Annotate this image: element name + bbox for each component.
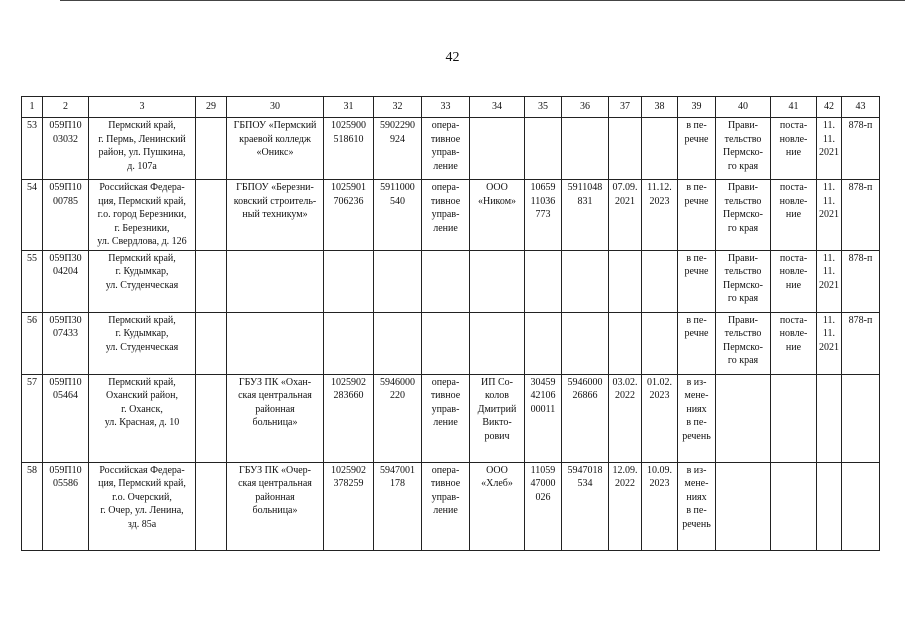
table-body: [22, 118, 880, 551]
table-cell: в пе- речне: [678, 250, 716, 312]
table-row: [22, 462, 880, 550]
table-row: [22, 312, 880, 374]
column-header: 29: [196, 97, 227, 118]
table-cell: 11. 11. 2021: [817, 118, 842, 180]
table-cell: опера- тивное управ- ление: [422, 180, 470, 251]
table-cell: 11. 11. 2021: [817, 250, 842, 312]
table-cell: ГБУЗ ПК «Очер- ская центральная районная больница»: [227, 462, 324, 550]
column-header: 38: [642, 97, 678, 118]
table-cell: ИП Со- колов Дмитрий Викто- рович: [470, 374, 525, 462]
table-cell: 1025902 378259: [324, 462, 374, 550]
table-cell: [470, 250, 525, 312]
column-header: 2: [43, 97, 89, 118]
table-cell: [609, 118, 642, 180]
table-cell: 878-п: [842, 312, 880, 374]
table-cell: 56: [22, 312, 43, 374]
column-header: 37: [609, 97, 642, 118]
table-cell: [716, 462, 771, 550]
column-header: 36: [562, 97, 609, 118]
column-header: 40: [716, 97, 771, 118]
table-cell: 54: [22, 180, 43, 251]
table-cell: [771, 374, 817, 462]
table-cell: [817, 374, 842, 462]
table-cell: 1025901 706236: [324, 180, 374, 251]
header-row: [22, 97, 880, 118]
table-cell: 55: [22, 250, 43, 312]
table-cell: [227, 250, 324, 312]
table-cell: [771, 462, 817, 550]
table-cell: [324, 250, 374, 312]
table-cell: [609, 250, 642, 312]
table-cell: Пермский край, г. Кудымкар, ул. Студенческая: [89, 250, 196, 312]
table-cell: 11. 11. 2021: [817, 180, 842, 251]
table-row: [22, 250, 880, 312]
table-cell: поста- новле- ние: [771, 312, 817, 374]
table-cell: [196, 374, 227, 462]
table-cell: 01.02. 2023: [642, 374, 678, 462]
table-cell: [422, 250, 470, 312]
table-cell: 059П10 05586: [43, 462, 89, 550]
table-cell: Прави- тельство Пермско- го края: [716, 180, 771, 251]
table-cell: в пе- речне: [678, 118, 716, 180]
table-cell: [227, 312, 324, 374]
table-cell: Пермский край, г. Пермь, Ленинский район, ул. Пушкина, д. 107а: [89, 118, 196, 180]
table-cell: 57: [22, 374, 43, 462]
table-cell: 53: [22, 118, 43, 180]
table-cell: 5946000 220: [374, 374, 422, 462]
table-cell: 07.09. 2021: [609, 180, 642, 251]
table-cell: [525, 312, 562, 374]
column-header: 33: [422, 97, 470, 118]
table-cell: в из- мене- ниях в пе- речень: [678, 462, 716, 550]
table-cell: 30459 42106 00011: [525, 374, 562, 462]
top-rule: [60, 0, 905, 1]
column-header: 32: [374, 97, 422, 118]
table-cell: [642, 312, 678, 374]
column-header: 42: [817, 97, 842, 118]
table-cell: Прави- тельство Пермско- го края: [716, 312, 771, 374]
table-cell: [562, 250, 609, 312]
table-row: [22, 374, 880, 462]
table-cell: 1025900 518610: [324, 118, 374, 180]
table-cell: 878-п: [842, 118, 880, 180]
table-cell: опера- тивное управ- ление: [422, 462, 470, 550]
table-cell: опера- тивное управ- ление: [422, 118, 470, 180]
table-cell: 059П10 03032: [43, 118, 89, 180]
table-cell: [374, 250, 422, 312]
column-header: 39: [678, 97, 716, 118]
table-cell: Российская Федера- ция, Пермский край, г.о. Очерский, г. Очер, ул. Ленина, зд. 85а: [89, 462, 196, 550]
column-header: 3: [89, 97, 196, 118]
table-cell: ООО «Хлеб»: [470, 462, 525, 550]
table-cell: [642, 118, 678, 180]
table-cell: [842, 374, 880, 462]
table-cell: [470, 118, 525, 180]
table-cell: [196, 180, 227, 251]
table-cell: Пермский край, г. Кудымкар, ул. Студенческая: [89, 312, 196, 374]
table-cell: [525, 250, 562, 312]
table-cell: 5947001 178: [374, 462, 422, 550]
table-cell: 11. 11. 2021: [817, 312, 842, 374]
table-cell: [716, 374, 771, 462]
table-cell: 1025902 283660: [324, 374, 374, 462]
table-cell: 878-п: [842, 250, 880, 312]
table-cell: поста- новле- ние: [771, 180, 817, 251]
column-header: 34: [470, 97, 525, 118]
table-cell: Прави- тельство Пермско- го края: [716, 118, 771, 180]
table-cell: 10.09. 2023: [642, 462, 678, 550]
table-cell: Пермский край, Оханский район, г. Оханск, ул. Красная, д. 10: [89, 374, 196, 462]
column-header: 41: [771, 97, 817, 118]
column-header: 43: [842, 97, 880, 118]
table-cell: Российская Федера- ция, Пермский край, г.о. город Березники, г. Березники, ул. Свердлова, д. 126: [89, 180, 196, 251]
table-cell: 059П10 05464: [43, 374, 89, 462]
table-cell: 58: [22, 462, 43, 550]
table-row: [22, 118, 880, 180]
table-cell: в пе- речне: [678, 180, 716, 251]
table-cell: опера- тивное управ- ление: [422, 374, 470, 462]
table-cell: 03.02. 2022: [609, 374, 642, 462]
table-cell: 059П30 04204: [43, 250, 89, 312]
table-cell: [324, 312, 374, 374]
table-cell: 5902290 924: [374, 118, 422, 180]
registry-table: [21, 96, 880, 551]
table-cell: [196, 250, 227, 312]
table-cell: в из- мене- ниях в пе- речень: [678, 374, 716, 462]
table-cell: [842, 462, 880, 550]
column-header: 31: [324, 97, 374, 118]
table-cell: 11.12. 2023: [642, 180, 678, 251]
table-cell: поста- новле- ние: [771, 118, 817, 180]
column-header: 1: [22, 97, 43, 118]
table-cell: ООО «Ником»: [470, 180, 525, 251]
column-header: 35: [525, 97, 562, 118]
table-cell: ГБПОУ «Березни- ковский строитель- ный техникум»: [227, 180, 324, 251]
table-cell: Прави- тельство Пермско- го края: [716, 250, 771, 312]
table-cell: [609, 312, 642, 374]
table-cell: поста- новле- ние: [771, 250, 817, 312]
table-cell: 5946000 26866: [562, 374, 609, 462]
table-cell: 5911048 831: [562, 180, 609, 251]
table-cell: [196, 312, 227, 374]
table-cell: [196, 118, 227, 180]
table-cell: 10659 11036 773: [525, 180, 562, 251]
page-number: 42: [445, 50, 460, 65]
table-cell: 059П10 00785: [43, 180, 89, 251]
table-cell: [525, 118, 562, 180]
table-cell: ГБПОУ «Пермский краевой колледж «Оникс»: [227, 118, 324, 180]
table-cell: 5911000 540: [374, 180, 422, 251]
column-header: 30: [227, 97, 324, 118]
table-cell: [374, 312, 422, 374]
table-cell: [562, 118, 609, 180]
table-cell: 12.09. 2022: [609, 462, 642, 550]
table-cell: [196, 462, 227, 550]
table-cell: 059П30 07433: [43, 312, 89, 374]
table-row: [22, 180, 880, 251]
table-cell: в пе- речне: [678, 312, 716, 374]
table-cell: [642, 250, 678, 312]
table-cell: [470, 312, 525, 374]
table-cell: 878-п: [842, 180, 880, 251]
table-cell: 5947018 534: [562, 462, 609, 550]
table-cell: ГБУЗ ПК «Охан- ская центральная районная больница»: [227, 374, 324, 462]
table-cell: [562, 312, 609, 374]
table-cell: [422, 312, 470, 374]
table-cell: 11059 47000 026: [525, 462, 562, 550]
table-cell: [817, 462, 842, 550]
